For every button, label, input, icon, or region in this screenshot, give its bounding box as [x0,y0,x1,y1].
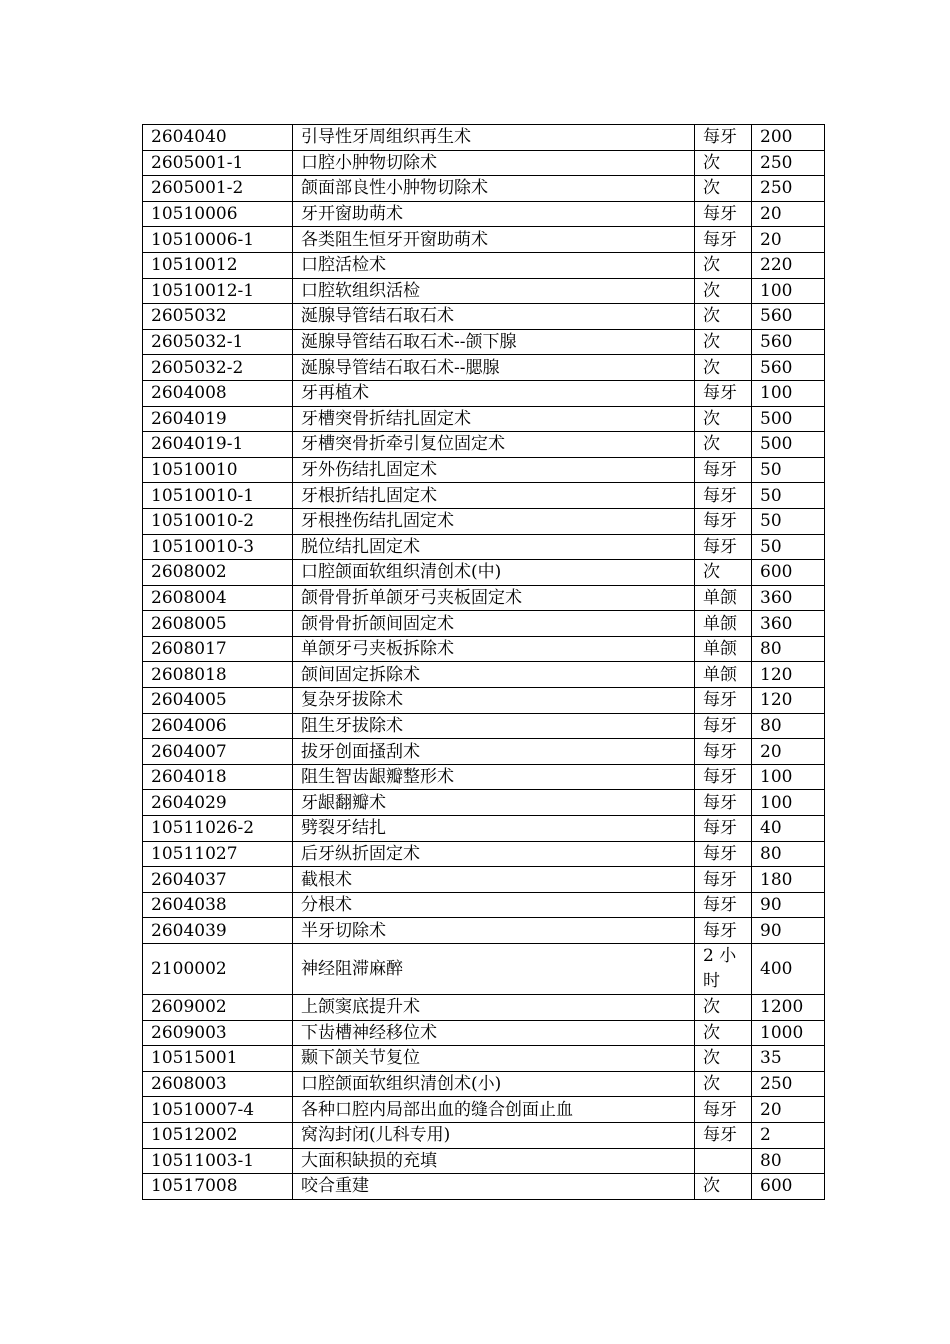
item-code-cell: 2608005 [143,611,293,637]
item-name-cell: 牙根挫伤结扎固定术 [293,508,695,534]
item-code-cell: 10510010-3 [143,534,293,560]
item-code-cell: 2604037 [143,867,293,893]
item-price-cell: 100 [752,790,825,816]
table-row [143,227,825,253]
item-price-cell: 250 [752,1071,825,1097]
table-row [143,688,825,714]
item-name-cell: 牙外伤结扎固定术 [293,457,695,483]
item-code-cell: 2604018 [143,764,293,790]
item-price-cell: 35 [752,1046,825,1072]
item-code-cell: 2605032 [143,304,293,330]
item-name-cell: 各类阻生恒牙开窗助萌术 [293,227,695,253]
item-unit-cell: 每牙 [695,534,752,560]
item-unit-cell: 单颌 [695,662,752,688]
item-code-cell: 10510010-2 [143,508,293,534]
item-name-cell: 口腔活检术 [293,252,695,278]
item-price-cell: 250 [752,150,825,176]
item-unit-cell: 次 [695,304,752,330]
table-row [143,355,825,381]
item-unit-cell: 每牙 [695,380,752,406]
table-row [143,1097,825,1123]
table-row [143,508,825,534]
item-unit-cell: 每牙 [695,201,752,227]
table-row [143,1046,825,1072]
item-code-cell: 2604007 [143,739,293,765]
item-unit-cell: 次 [695,176,752,202]
item-name-cell: 神经阻滞麻醉 [293,944,695,995]
item-name-cell: 阻生智齿龈瓣整形术 [293,764,695,790]
item-unit-cell: 每牙 [695,790,752,816]
item-price-cell: 80 [752,1148,825,1174]
item-unit-cell: 每牙 [695,508,752,534]
item-name-cell: 牙龈翻瓣术 [293,790,695,816]
item-unit-cell: 每牙 [695,457,752,483]
item-name-cell: 引导性牙周组织再生术 [293,125,695,151]
item-name-cell: 牙槽突骨折牵引复位固定术 [293,432,695,458]
item-code-cell: 10510006 [143,201,293,227]
table-row [143,534,825,560]
table-row [143,739,825,765]
item-code-cell: 10511027 [143,841,293,867]
item-unit-cell: 每牙 [695,227,752,253]
item-price-cell: 20 [752,227,825,253]
item-price-cell: 1000 [752,1020,825,1046]
table-row [143,764,825,790]
item-price-cell: 250 [752,176,825,202]
item-code-cell: 2604019 [143,406,293,432]
table-row [143,944,825,995]
item-code-cell: 2604019-1 [143,432,293,458]
table-row [143,713,825,739]
item-unit-cell: 单颌 [695,611,752,637]
item-price-cell: 20 [752,739,825,765]
table-row [143,1148,825,1174]
item-name-cell: 口腔小肿物切除术 [293,150,695,176]
table-row [143,201,825,227]
item-unit-cell: 每牙 [695,867,752,893]
item-price-cell: 360 [752,611,825,637]
item-name-cell: 涎腺导管结石取石术--颌下腺 [293,329,695,355]
item-code-cell: 2604038 [143,892,293,918]
item-unit-cell: 2 小时 [695,944,752,995]
table-row [143,560,825,586]
table-row [143,867,825,893]
fee-table-body [143,125,825,1200]
item-price-cell: 560 [752,329,825,355]
item-price-cell: 200 [752,125,825,151]
item-price-cell: 80 [752,713,825,739]
item-unit-cell: 每牙 [695,764,752,790]
table-row [143,816,825,842]
item-code-cell: 2100002 [143,944,293,995]
table-row [143,304,825,330]
item-price-cell: 600 [752,1174,825,1200]
item-code-cell: 2605032-1 [143,329,293,355]
item-unit-cell: 次 [695,1020,752,1046]
item-code-cell: 2608017 [143,636,293,662]
item-name-cell: 涎腺导管结石取石术--腮腺 [293,355,695,381]
fee-schedule-table [142,124,825,1200]
item-name-cell: 上颌窦底提升术 [293,995,695,1021]
item-unit-cell [695,1148,752,1174]
table-row [143,329,825,355]
item-name-cell: 下齿槽神经移位术 [293,1020,695,1046]
item-name-cell: 口腔颌面软组织清创术(小) [293,1071,695,1097]
table-row [143,1174,825,1200]
item-unit-cell: 每牙 [695,892,752,918]
item-name-cell: 颌骨骨折单颌牙弓夹板固定术 [293,585,695,611]
item-unit-cell: 每牙 [695,483,752,509]
item-name-cell: 单颌牙弓夹板拆除术 [293,636,695,662]
table-row [143,252,825,278]
item-code-cell: 2604005 [143,688,293,714]
item-price-cell: 2 [752,1122,825,1148]
item-name-cell: 拔牙创面搔刮术 [293,739,695,765]
item-unit-cell: 次 [695,329,752,355]
item-code-cell: 2604008 [143,380,293,406]
item-name-cell: 截根术 [293,867,695,893]
item-name-cell: 脱位结扎固定术 [293,534,695,560]
item-price-cell: 50 [752,457,825,483]
item-unit-cell: 每牙 [695,1097,752,1123]
item-name-cell: 后牙纵折固定术 [293,841,695,867]
item-code-cell: 10510012 [143,252,293,278]
item-code-cell: 2609002 [143,995,293,1021]
item-unit-cell: 每牙 [695,688,752,714]
item-price-cell: 560 [752,304,825,330]
table-row [143,406,825,432]
item-code-cell: 2605001-2 [143,176,293,202]
item-name-cell: 颌面部良性小肿物切除术 [293,176,695,202]
item-code-cell: 10511003-1 [143,1148,293,1174]
item-name-cell: 牙再植术 [293,380,695,406]
item-price-cell: 20 [752,1097,825,1123]
item-unit-cell: 每牙 [695,125,752,151]
table-row [143,585,825,611]
table-row [143,278,825,304]
table-row [143,1071,825,1097]
item-code-cell: 10510012-1 [143,278,293,304]
item-name-cell: 各种口腔内局部出血的缝合创面止血 [293,1097,695,1123]
item-price-cell: 90 [752,892,825,918]
item-name-cell: 大面积缺损的充填 [293,1148,695,1174]
item-name-cell: 涎腺导管结石取石术 [293,304,695,330]
item-price-cell: 360 [752,585,825,611]
item-price-cell: 40 [752,816,825,842]
item-name-cell: 分根术 [293,892,695,918]
item-code-cell: 2608003 [143,1071,293,1097]
table-row [143,1020,825,1046]
item-price-cell: 220 [752,252,825,278]
item-code-cell: 2604039 [143,918,293,944]
item-code-cell: 2608018 [143,662,293,688]
item-code-cell: 10511026-2 [143,816,293,842]
item-unit-cell: 次 [695,1071,752,1097]
item-name-cell: 牙开窗助萌术 [293,201,695,227]
item-unit-cell: 每牙 [695,816,752,842]
table-row [143,662,825,688]
item-unit-cell: 次 [695,252,752,278]
item-code-cell: 10512002 [143,1122,293,1148]
item-code-cell: 10510007-4 [143,1097,293,1123]
table-row [143,995,825,1021]
item-name-cell: 颌骨骨折颌间固定术 [293,611,695,637]
item-price-cell: 20 [752,201,825,227]
item-code-cell: 10515001 [143,1046,293,1072]
item-code-cell: 2608002 [143,560,293,586]
table-row [143,1122,825,1148]
item-unit-cell: 单颌 [695,585,752,611]
item-unit-cell: 每牙 [695,739,752,765]
table-row [143,892,825,918]
item-unit-cell: 次 [695,355,752,381]
item-price-cell: 100 [752,764,825,790]
item-price-cell: 1200 [752,995,825,1021]
table-row [143,483,825,509]
item-name-cell: 半牙切除术 [293,918,695,944]
item-name-cell: 颞下颌关节复位 [293,1046,695,1072]
item-price-cell: 500 [752,406,825,432]
item-price-cell: 560 [752,355,825,381]
item-name-cell: 牙槽突骨折结扎固定术 [293,406,695,432]
item-unit-cell: 次 [695,1174,752,1200]
item-price-cell: 400 [752,944,825,995]
item-unit-cell: 次 [695,560,752,586]
item-price-cell: 120 [752,662,825,688]
table-row [143,918,825,944]
item-code-cell: 10517008 [143,1174,293,1200]
item-price-cell: 500 [752,432,825,458]
item-unit-cell: 每牙 [695,918,752,944]
item-name-cell: 复杂牙拔除术 [293,688,695,714]
table-row [143,150,825,176]
item-code-cell: 2604040 [143,125,293,151]
item-unit-cell: 每牙 [695,1122,752,1148]
item-name-cell: 咬合重建 [293,1174,695,1200]
item-price-cell: 100 [752,278,825,304]
table-row [143,841,825,867]
item-code-cell: 2609003 [143,1020,293,1046]
item-code-cell: 10510010 [143,457,293,483]
item-price-cell: 50 [752,508,825,534]
item-unit-cell: 单颌 [695,636,752,662]
item-price-cell: 90 [752,918,825,944]
item-unit-cell: 次 [695,150,752,176]
item-price-cell: 80 [752,841,825,867]
item-code-cell: 2604006 [143,713,293,739]
item-price-cell: 100 [752,380,825,406]
item-code-cell: 2605001-1 [143,150,293,176]
item-unit-cell: 次 [695,1046,752,1072]
item-code-cell: 2604029 [143,790,293,816]
item-price-cell: 120 [752,688,825,714]
item-unit-cell: 每牙 [695,841,752,867]
table-row [143,611,825,637]
item-price-cell: 50 [752,534,825,560]
item-name-cell: 窝沟封闭(儿科专用) [293,1122,695,1148]
table-row [143,790,825,816]
item-price-cell: 50 [752,483,825,509]
table-row [143,125,825,151]
item-code-cell: 2608004 [143,585,293,611]
item-price-cell: 80 [752,636,825,662]
item-unit-cell: 次 [695,995,752,1021]
table-row [143,380,825,406]
table-row [143,432,825,458]
item-code-cell: 2605032-2 [143,355,293,381]
item-name-cell: 口腔软组织活检 [293,278,695,304]
item-name-cell: 阻生牙拔除术 [293,713,695,739]
item-name-cell: 颌间固定拆除术 [293,662,695,688]
item-name-cell: 牙根折结扎固定术 [293,483,695,509]
item-unit-cell: 每牙 [695,713,752,739]
item-code-cell: 10510010-1 [143,483,293,509]
item-price-cell: 180 [752,867,825,893]
table-row [143,636,825,662]
item-unit-cell: 次 [695,278,752,304]
item-name-cell: 劈裂牙结扎 [293,816,695,842]
item-price-cell: 600 [752,560,825,586]
item-unit-cell: 次 [695,432,752,458]
table-row [143,176,825,202]
item-name-cell: 口腔颌面软组织清创术(中) [293,560,695,586]
item-code-cell: 10510006-1 [143,227,293,253]
item-unit-cell: 次 [695,406,752,432]
table-row [143,457,825,483]
